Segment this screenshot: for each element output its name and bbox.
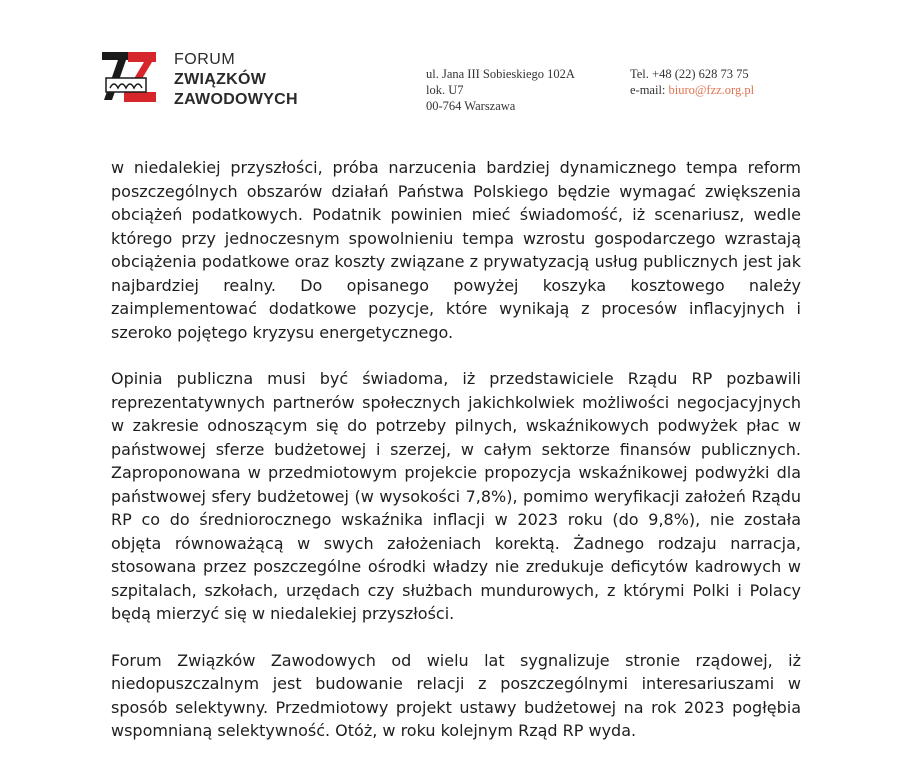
- address-line: lok. U7: [426, 83, 464, 97]
- email-link[interactable]: biuro@fzz.org.pl: [668, 83, 755, 97]
- letter-body: [111, 156, 801, 766]
- logo-line-zwiazkow: ZWIĄZKÓW: [174, 71, 267, 88]
- email-label: e-mail:: [630, 83, 669, 97]
- address-line: 00-764 Warszawa: [426, 99, 516, 113]
- address-block: [426, 66, 575, 114]
- paragraph: w niedalekiej przyszłości, próba narzucenia bardziej dynamicznego tempa reform poszczególnych obszarów działań Państwa Polskiego będzie wymagać zwiększenia obciążeń podatkowych. Podatnik powinien mieć świadomość, iż scenariusz, wedle którego przy jednoczesnym spowolnieniu tempa wzrostu gospodarczego wzrastają obciążenia podatkowe oraz koszty związane z prywatyzacją usług publicznych jest jak najbardziej realny. Do opisanego powyżej koszyka kosztowego należy zaimplementować dodatkowe pozycje, które wynikają z procesów inflacyjnych i szeroko pojętego kryzysu energetycznego.: [111, 158, 801, 342]
- fzz-logo-icon: [100, 48, 158, 106]
- contact-block: [630, 66, 754, 98]
- address-line: ul. Jana III Sobieskiego 102A: [426, 67, 575, 81]
- phone-number: Tel. +48 (22) 628 73 75: [630, 67, 749, 81]
- logo-line-forum: FORUM: [174, 51, 236, 68]
- paragraph: Forum Związków Zawodowych od wielu lat sygnalizuje stronie rządowej, iż niedopuszczalnym jest budowanie relacji z poszczególnymi interesariuszami w sposób selektywny. Przedmiotowy projekt ustawy budżetowej na rok 2023 pogłębia wspomnianą selektywność. Otóż, w roku kolejnym Rząd RP wyda.: [111, 650, 801, 740]
- logo-line-zawodowych: ZAWODOWYCH: [174, 91, 298, 108]
- logo-text: [174, 50, 298, 110]
- paragraph: Opinia publiczna musi być świadoma, iż przedstawiciele Rządu RP pozbawili reprezentatywnych partnerów społecznych jakichkolwiek możliwości negocjacyjnych w zakresie odnoszącym się do potrzeby pilnych, wskaźnikowych podwyżek płac w państwowej sferze budżetowej i szerzej, w całym sektorze finansów publicznych. Zaproponowana w przedmiotowym projekcie propozycja wskaźnikowej podwyżki dla państwowej sfery budżetowej (w wysokości 7,8%), pomimo weryfikacji założeń Rządu RP co do średniorocznego wskaźnika inflacji w 2023 roku (do 9,8%), nie została objęta równoważącą w swych założeniach korektą. Żadnego rodzaju narracja, stosowana przez poszczególne ośrodki władzy nie zredukuje deficytów kadrowych w szpitalach, szkołach, urzędach czy służbach mundurowych, z którymi Polki i Polacy będą mierzyć się w niedalekiej przyszłości.: [111, 369, 801, 623]
- email-line: [630, 82, 754, 98]
